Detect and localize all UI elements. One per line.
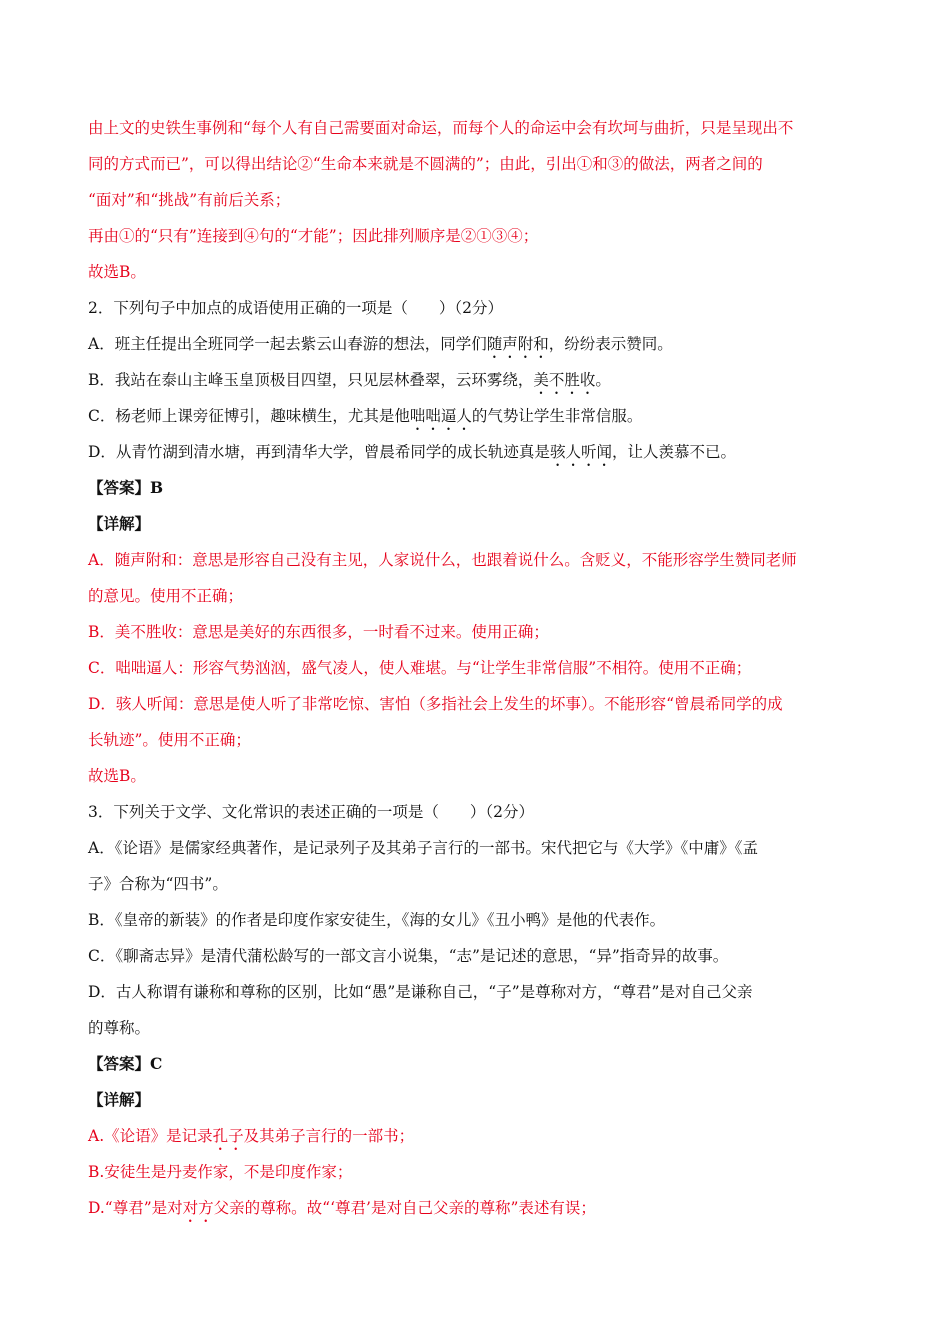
question-2-detail-label: 【详解】 xyxy=(88,514,151,533)
dotted-idiom: 骇人听闻 xyxy=(549,443,612,461)
passage-line-2: 同的方式而已”，可以得出结论②“生命本来就是不圆满的”；由此，引出①和③的做法，两者之间的 xyxy=(88,155,763,173)
question-3-detail-label: 【详解】 xyxy=(88,1090,151,1109)
question-3-option-c: C．《聊斋志异》是清代蒲松龄写的一部文言小说集，“志”是记述的意思，“异”指奇异的故事。 xyxy=(88,947,729,965)
passage-conclusion: 故选B。 xyxy=(88,263,146,281)
question-3-answer: 【答案】C xyxy=(88,1054,163,1073)
question-2-explanation: 长轨迹”。使用不正确； xyxy=(88,731,251,749)
question-2-option-d: D．从青竹湖到清水塘，再到清华大学，曾晨希同学的成长轨迹真是骇人听闻，让人羡慕不已。 xyxy=(88,443,736,461)
question-3-stem: 3．下列关于文学、文化常识的表述正确的一项是（ ）（2分） xyxy=(88,803,534,821)
passage-line-1: 由上文的史铁生事例和“每个人有自己需要面对命运，而每个人的命运中会有坎坷与曲折，只是呈现出不 xyxy=(88,119,794,137)
question-2-explanation: 的意见。使用不正确； xyxy=(88,587,244,605)
question-3-option-b: B．《皇帝的新装》的作者是印度作家安徒生，《海的女儿》《丑小鸭》是他的代表作。 xyxy=(88,911,666,929)
question-3-option-a-line-2: 子》合称为“四书”。 xyxy=(88,875,228,893)
question-2-option-c: C．杨老师上课旁征博引，趣味横生，尤其是他咄咄逼人的气势让学生非常信服。 xyxy=(88,407,643,425)
question-2-explanation: B．美不胜收：意思是美好的东西很多，一时看不过来。使用正确； xyxy=(88,623,549,641)
document-page xyxy=(88,110,878,1226)
question-3-option-a-line-1: A．《论语》是儒家经典著作，是记录列子及其弟子言行的一部书。宋代把它与《大学》《中庸》《孟 xyxy=(88,839,758,857)
question-3-explanation-b: B.安徒生是丹麦作家，不是印度作家； xyxy=(88,1163,353,1181)
question-2-answer: 【答案】B xyxy=(88,478,164,497)
question-3-explanation-a: A.《论语》是记录孔子及其弟子言行的一部书； xyxy=(88,1127,415,1145)
question-2-explanation: A．随声附和：意思是形容自己没有主见，人家说什么，也跟着说什么。含贬义，不能形容学生赞同老师 xyxy=(88,551,797,569)
dotted-term: 对方 xyxy=(182,1199,214,1217)
passage-line-4: 再由①的“只有”连接到④句的“才能”；因此排列顺序是②①③④； xyxy=(88,227,539,245)
dotted-idiom: 咄咄逼人 xyxy=(409,407,472,425)
question-2-option-b: B．我站在泰山主峰玉皇顶极目四望，只见层林叠翠，云环雾绕，美不胜收。 xyxy=(88,371,611,389)
dotted-term: 孔子 xyxy=(212,1127,244,1145)
question-3-explanation-d: D.“尊君”是对对方父亲的尊称。故“‘尊君’是对自己父亲的尊称”表述有误； xyxy=(88,1199,596,1217)
question-2-stem: 2．下列句子中加点的成语使用正确的一项是（ ）（2分） xyxy=(88,299,503,317)
passage-line-3: “面对”和“挑战”有前后关系； xyxy=(88,191,291,209)
question-2-option-a: A．班主任提出全班同学一起去紫云山春游的想法，同学们随声附和，纷纷表示赞同。 xyxy=(88,335,673,353)
question-2-explanation: D．骇人听闻：意思是使人听了非常吃惊、害怕（多指社会上发生的坏事）。不能形容“曾晨希同学的成 xyxy=(88,695,783,713)
question-3-option-d-line-1: D．古人称谓有谦称和尊称的区别，比如“愚”是谦称自己，“子”是尊称对方，“尊君”是对自己父亲 xyxy=(88,983,753,1001)
question-3-option-d-line-2: 的尊称。 xyxy=(88,1019,151,1037)
question-2-explanation: C．咄咄逼人：形容气势汹汹，盛气凌人，使人难堪。与“让学生非常信服”不相符。使用不正确； xyxy=(88,659,752,677)
dotted-idiom: 随声附和 xyxy=(486,335,549,353)
question-2-conclusion: 故选B。 xyxy=(88,767,146,785)
dotted-idiom: 美不胜收 xyxy=(533,371,596,389)
